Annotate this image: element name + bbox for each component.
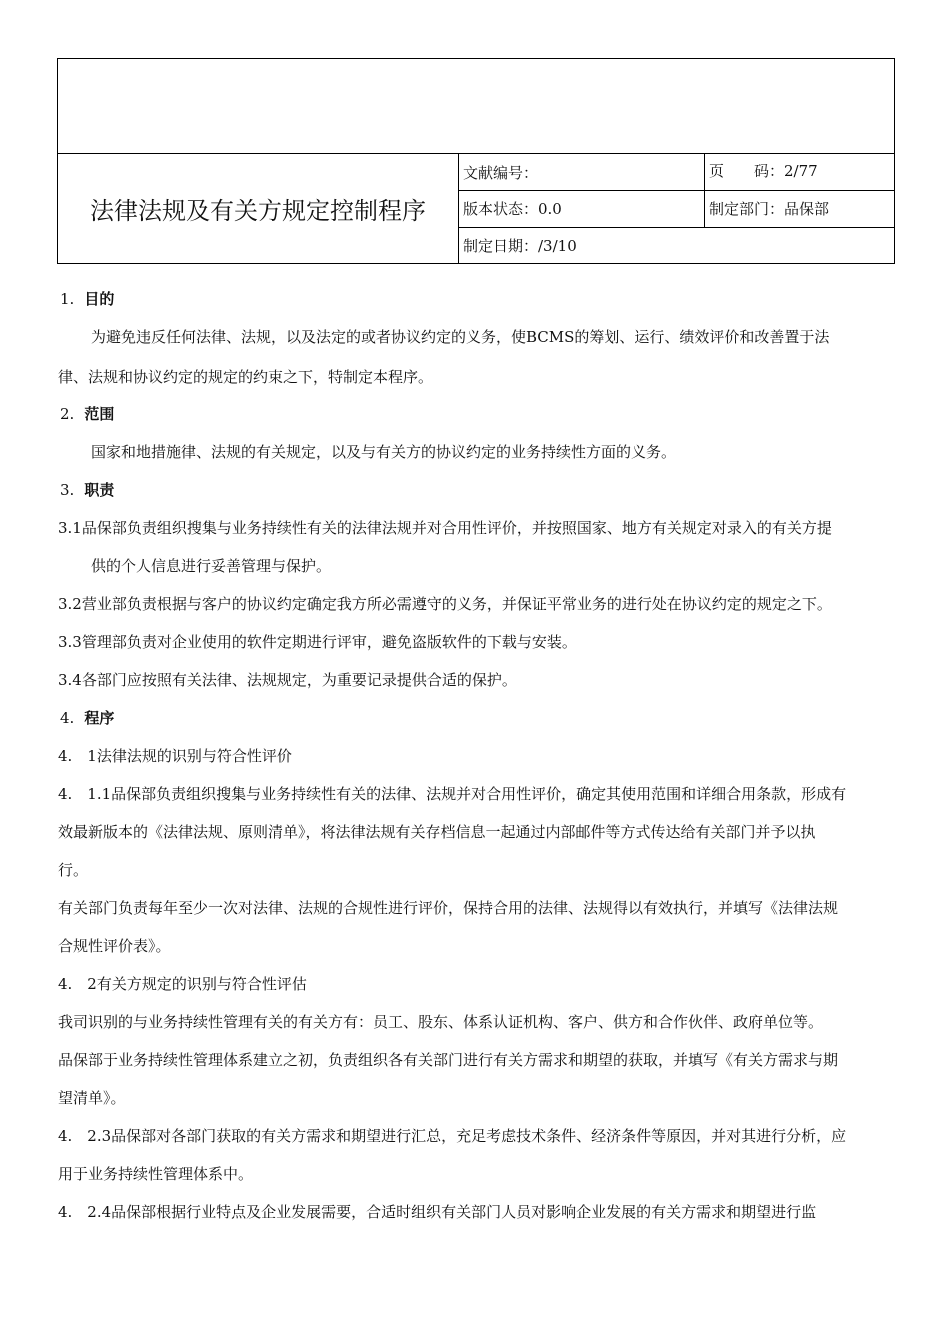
paragraph-line: 3.4各部门应按照有关法律、法规规定，为重要记录提供合适的保护。	[58, 671, 517, 689]
section-title: 范围	[84, 405, 115, 423]
section-number: 3.	[60, 481, 75, 499]
section-number: 4.	[60, 709, 75, 727]
document-title: 法律法规及有关方规定控制程序	[58, 153, 459, 264]
section-title: 程序	[84, 709, 115, 727]
paragraph-line: 合规性评价表》。	[58, 937, 171, 955]
paragraph-line: 4. 2有关方规定的识别与符合性评估	[58, 975, 307, 993]
paragraph-line: 3.2营业部负责根据与客户的协议约定确定我方所必需遵守的义务，并保证平常业务的进行处在协议约定的规定之下。	[58, 595, 832, 613]
paragraph-line: 供的个人信息进行妥善管理与保护。	[91, 557, 332, 575]
paragraph-line: 行。	[58, 861, 89, 879]
paragraph-line: 效最新版本的《法律法规、原则清单》，将法律法规有关存档信息一起通过内部邮件等方式传达给有关部门并予以执	[58, 823, 816, 841]
paragraph-line: 4. 2.3品保部对各部门获取的有关方需求和期望进行汇总，充足考虑技术条件、经济条件等原因，并对其进行分析，应	[58, 1127, 847, 1145]
paragraph-line: 4. 1.1品保部负责组织搜集与业务持续性有关的法律、法规并对合用性评价，确定其使用范围和详细合用条款，形成有	[58, 785, 847, 803]
section-title: 目的	[84, 290, 115, 308]
section-heading	[60, 707, 114, 728]
date-label: 制定日期：/3/10	[463, 237, 577, 255]
paragraph-line: 有关部门负责每年至少一次对法律、法规的合规性进行评价，保持合用的法律、法规得以有效执行，并填写《法律法规	[58, 899, 839, 917]
section-number: 1.	[60, 290, 75, 308]
department-label: 制定部门：品保部	[709, 200, 830, 218]
paragraph-line: 3.3管理部负责对企业使用的软件定期进行评审，避免盗版软件的下载与安装。	[58, 633, 577, 651]
paragraph-line: 为避免违反任何法律、法规，以及法定的或者协议约定的义务，使BCMS的筹划、运行、绩效评价和改善置于法	[91, 328, 830, 346]
section-title: 职责	[84, 481, 115, 499]
paragraph-line: 4. 1法律法规的识别与符合性评价	[58, 747, 292, 765]
document-header-table	[57, 58, 895, 264]
section-heading	[60, 403, 114, 424]
paragraph-line: 品保部于业务持续性管理体系建立之初，负责组织各有关部门进行有关方需求和期望的获取，并填写《有关方需求与期	[58, 1051, 839, 1069]
page-number-label: 页 码：2/77	[709, 162, 818, 180]
doc-number-label: 文献编号：	[463, 164, 539, 182]
version-label: 版本状态：0.0	[463, 200, 562, 218]
paragraph-line: 4. 2.4品保部根据行业特点及企业发展需要，合适时组织有关部门人员对影响企业发展的有关方需求和期望进行监	[58, 1203, 817, 1221]
paragraph-line: 我司识别的与业务持续性管理有关的有关方有：员工、股东、体系认证机构、客户、供方和合作伙伴、政府单位等。	[58, 1013, 824, 1031]
paragraph-line: 国家和地措施律、法规的有关规定，以及与有关方的协议约定的业务持续性方面的义务。	[91, 443, 677, 461]
section-number: 2.	[60, 405, 75, 423]
paragraph-line: 用于业务持续性管理体系中。	[58, 1165, 254, 1183]
section-heading	[60, 288, 114, 309]
section-heading	[60, 479, 114, 500]
paragraph-line: 律、法规和协议约定的规定的约束之下，特制定本程序。	[58, 368, 434, 386]
paragraph-line: 望清单》。	[58, 1089, 126, 1107]
header-blank-row	[58, 59, 894, 154]
paragraph-line: 3.1品保部负责组织搜集与业务持续性有关的法律法规并对合用性评价，并按照国家、地方有关规定对录入的有关方提	[58, 519, 832, 537]
